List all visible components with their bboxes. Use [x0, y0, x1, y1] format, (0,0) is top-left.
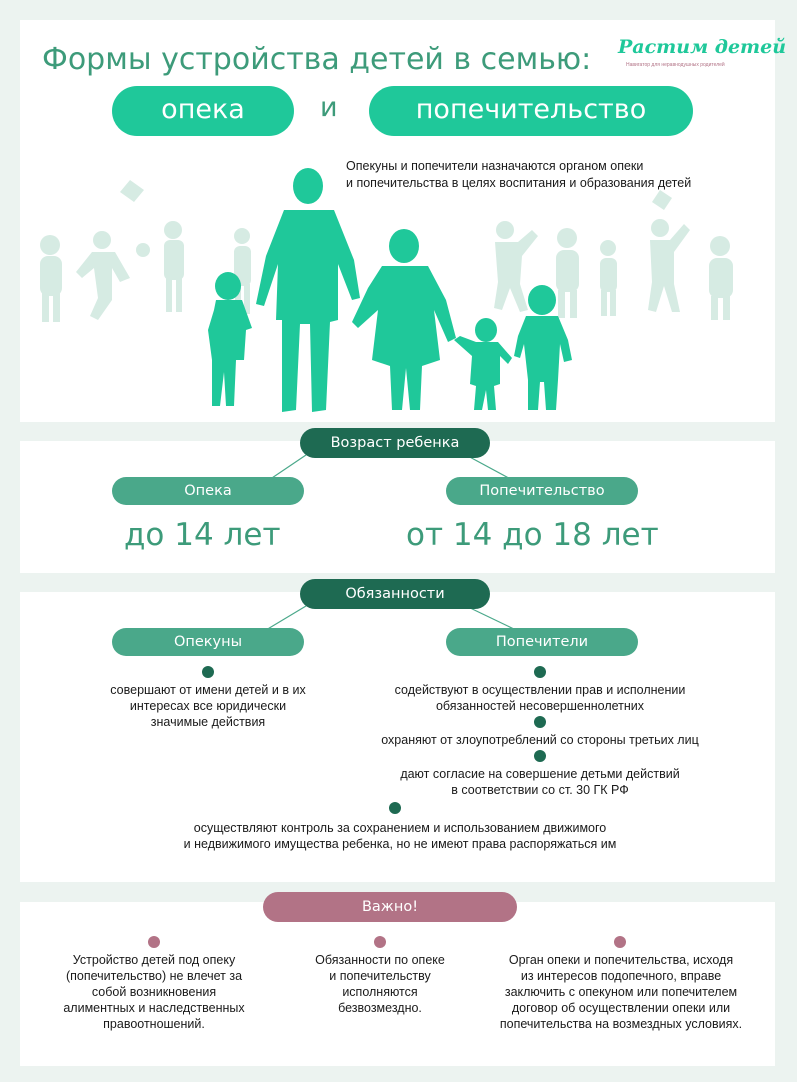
text-line: в соответствии со ст. 30 ГК РФ	[451, 783, 629, 797]
intro-line-2: и попечительства в целях воспитания и образования детей	[346, 176, 692, 190]
text-line: интересах все юридически	[129, 699, 287, 713]
text-line: дают согласие на совершение детьми действий	[400, 767, 680, 781]
pill-popechitelstvo: попечительство	[369, 86, 693, 136]
bullet-dot	[202, 666, 214, 678]
text-line: совершают от имени детей и в их	[110, 683, 306, 697]
text-line: попечительства на возмездных условиях.	[499, 1017, 743, 1031]
logo	[618, 36, 787, 82]
bullet-dot	[534, 750, 546, 762]
text-line: осуществляют контроль за сохранением и использованием движимого	[193, 821, 607, 835]
text-line: содействуют в осуществлении прав и исполнении	[394, 683, 686, 697]
bullet-dot	[534, 666, 546, 678]
important-note-3	[480, 952, 762, 1032]
important-note-2	[280, 952, 480, 1016]
text-line: собой возникновения	[91, 985, 217, 999]
text-line: Орган опеки и попечительства, исходя	[508, 953, 734, 967]
pill-opeka: опека	[112, 86, 294, 136]
logo-text: Растим детей	[618, 36, 787, 58]
text-line: Устройство детей под опеку	[72, 953, 236, 967]
text-line: значимые действия	[150, 715, 266, 729]
text-line: безвозмездно.	[338, 1001, 422, 1015]
popechiteli-duty-2: охраняют от злоупотреблений со стороны третьих лиц	[381, 733, 699, 747]
opekuny-duty-text	[78, 682, 338, 730]
important-heading: Важно!	[263, 892, 517, 922]
popechiteli-duty-1	[350, 682, 730, 714]
intro-line-1: Опекуны и попечители назначаются органом опеки	[346, 159, 644, 173]
header-panel	[20, 20, 787, 422]
text-line: и недвижимого имущества ребенка, но не имеют права распоряжаться им	[183, 837, 617, 851]
popechiteli-label: Попечители	[446, 628, 638, 656]
important-note-1	[34, 952, 274, 1032]
bullet-dot	[534, 716, 546, 728]
opekuny-label: Опекуны	[112, 628, 304, 656]
text-line: исполняются	[342, 985, 418, 999]
page-title: Формы устройства детей в семью:	[42, 42, 592, 77]
text-line: заключить с опекуном или попечителем	[504, 985, 738, 999]
bullet-dot	[389, 802, 401, 814]
text-line: Обязанности по опеке	[315, 953, 445, 967]
important-panel	[20, 899, 775, 1066]
age-heading: Возраст ребенка	[300, 428, 490, 458]
popechitelstvo-age-value: от 14 до 18 лет	[406, 517, 659, 553]
popechitelstvo-age-label: Попечительство	[446, 477, 638, 505]
text-line: правоотношений.	[103, 1017, 205, 1031]
text-line: и попечительству	[329, 969, 431, 983]
bullet-dot	[374, 936, 386, 948]
bullet-dot	[148, 936, 160, 948]
opeka-age-value: до 14 лет	[124, 517, 281, 553]
text-line: обязанностей несовершеннолетних	[435, 699, 645, 713]
family-silhouette-illustration	[20, 160, 775, 422]
conjunction-text: и	[320, 92, 338, 123]
text-line: алиментных и наследственных	[63, 1001, 245, 1015]
duties-heading: Обязанности	[300, 579, 490, 609]
logo-subtitle: Навигатор для неравнодушных родителей	[626, 62, 725, 68]
text-line: договор об осуществлении опеки или	[511, 1001, 731, 1015]
opeka-age-label: Опека	[112, 477, 304, 505]
common-duty-text	[110, 820, 690, 852]
duties-panel	[20, 586, 775, 882]
age-panel	[20, 435, 775, 573]
text-line: из интересов подопечного, вправе	[520, 969, 722, 983]
bullet-dot	[614, 936, 626, 948]
text-line: (попечительство) не влечет за	[65, 969, 243, 983]
popechiteli-duty-3	[350, 766, 730, 798]
